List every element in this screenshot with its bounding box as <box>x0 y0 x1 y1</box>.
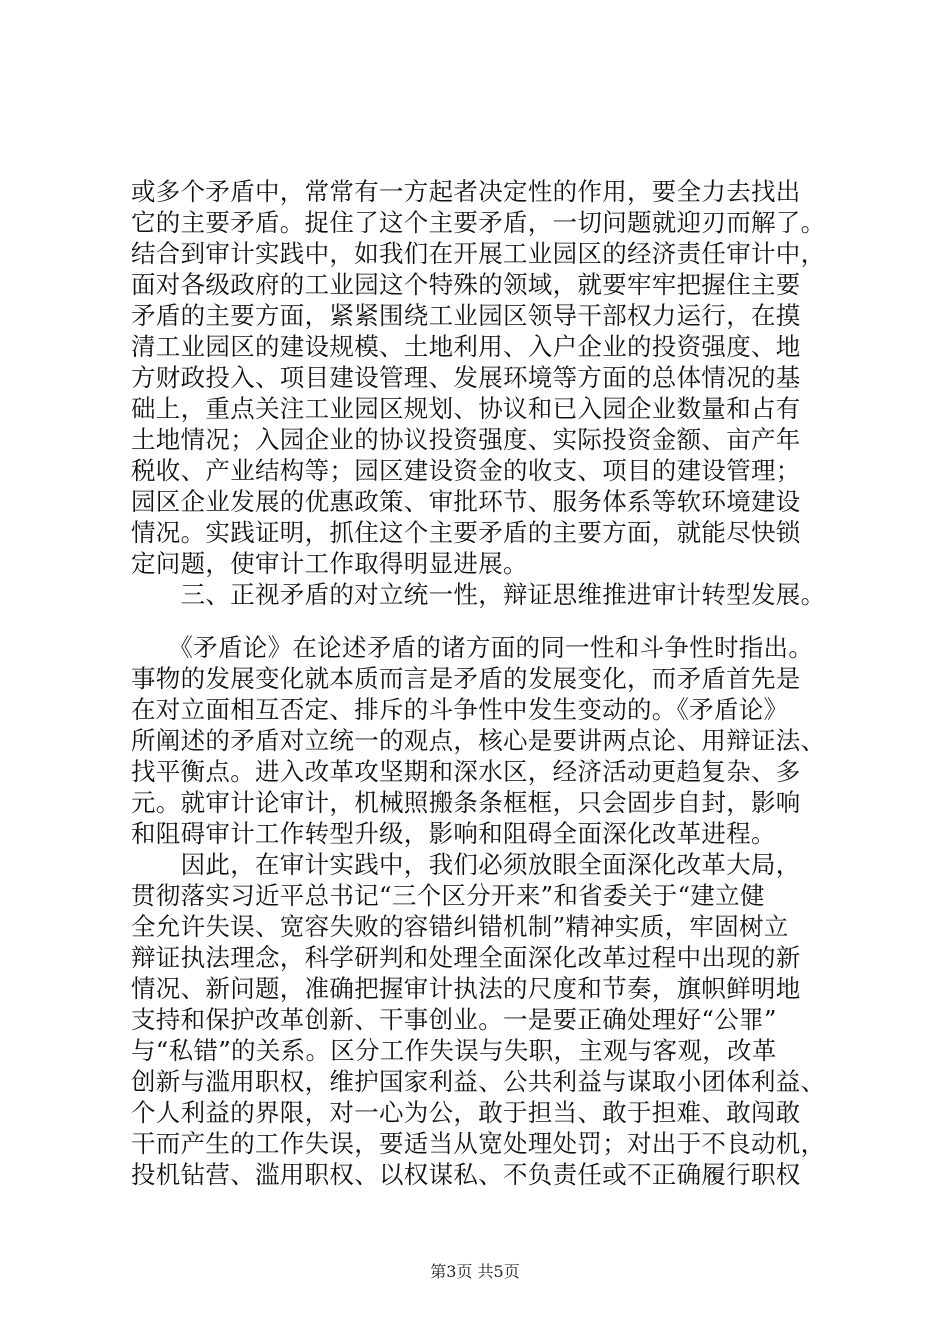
body-line: 投机钻营、滥用职权、以权谋私、不负责任或不正确履行职权 <box>131 1160 801 1189</box>
body-line: 情况、新问题，准确把握审计执法的尺度和节奏，旗帜鲜明地 <box>131 974 801 1003</box>
body-line: 税收、产业结构等；园区建设资金的收支、项目的建设管理； <box>131 456 801 485</box>
body-line: 园区企业发展的优惠政策、审批环节、服务体系等软环境建设 <box>131 487 801 516</box>
body-line: 个人利益的界限，对一心为公，敢于担当、敢于担难、敢闯敢 <box>131 1098 801 1127</box>
body-line: 结合到审计实践中，如我们在开展工业园区的经济责任审计中， <box>131 239 826 268</box>
body-line: 情况。实践证明，抓住这个主要矛盾的主要方面，就能尽快锁 <box>131 518 801 547</box>
body-line: 或多个矛盾中，常常有一方起者决定性的作用，要全力去找出 <box>131 177 801 206</box>
body-line: 支持和保护改革创新、干事创业。一是要正确处理好“公罪” <box>131 1005 777 1034</box>
body-line: 事物的发展变化就本质而言是矛盾的发展变化，而矛盾首先是 <box>131 664 801 693</box>
body-line: 土地情况；入园企业的协议投资强度、实际投资金额、亩产年 <box>131 425 801 454</box>
body-line: 贯彻落实习近平总书记“三个区分开来”和省委关于“建立健 <box>131 881 765 910</box>
body-line: 所阐述的矛盾对立统一的观点，核心是要讲两点论、用辩证法、 <box>131 726 826 755</box>
body-line: 清工业园区的建设规模、土地利用、入户企业的投资强度、地 <box>131 332 801 361</box>
body-line: 定问题，使审计工作取得明显进展。 <box>131 549 528 578</box>
section-heading: 三、正视矛盾的对立统一性，辩证思维推进审计转型发展。 <box>131 580 826 609</box>
body-line: 面对各级政府的工业园这个特殊的领域，就要牢牢把握住主要 <box>131 270 801 299</box>
page-number-footer: 第3页 共5页 <box>430 1262 520 1281</box>
body-line: 元。就审计论审计，机械照搬条条框框，只会固步自封，影响 <box>131 788 801 817</box>
body-line: 干而产生的工作失误，要适当从宽处理处罚；对出于不良动机， <box>131 1129 826 1158</box>
body-line: 《矛盾论》在论述矛盾的诸方面的同一性和斗争性时指出。 <box>131 633 814 662</box>
body-line: 矛盾的主要方面，紧紧围绕工业园区领导干部权力运行，在摸 <box>131 301 801 330</box>
body-line: 它的主要矛盾。捉住了这个主要矛盾，一切问题就迎刃而解了。 <box>131 208 826 237</box>
body-line: 础上，重点关注工业园区规划、协议和已入园企业数量和占有 <box>131 394 801 423</box>
body-line: 和阻碍审计工作转型升级，影响和阻碍全面深化改革进程。 <box>131 819 776 848</box>
body-line: 创新与滥用职权，维护国家利益、公共利益与谋取小团体利益、 <box>131 1067 826 1096</box>
body-line: 因此，在审计实践中，我们必须放眼全面深化改革大局， <box>131 850 801 879</box>
body-line: 在对立面相互否定、排斥的斗争性中发生变动的。《矛盾论》 <box>131 695 789 724</box>
body-line: 找平衡点。进入改革攻坚期和深水区，经济活动更趋复杂、多 <box>131 757 801 786</box>
body-line: 与“私错”的关系。区分工作失误与失职，主观与客观，改革 <box>131 1036 777 1065</box>
body-line: 全允许失误、宽容失败的容错纠错机制”精神实质，牢固树立 <box>131 912 789 941</box>
body-line: 方财政投入、项目建设管理、发展环境等方面的总体情况的基 <box>131 363 801 392</box>
body-line: 辩证执法理念，科学研判和处理全面深化改革过程中出现的新 <box>131 943 801 972</box>
